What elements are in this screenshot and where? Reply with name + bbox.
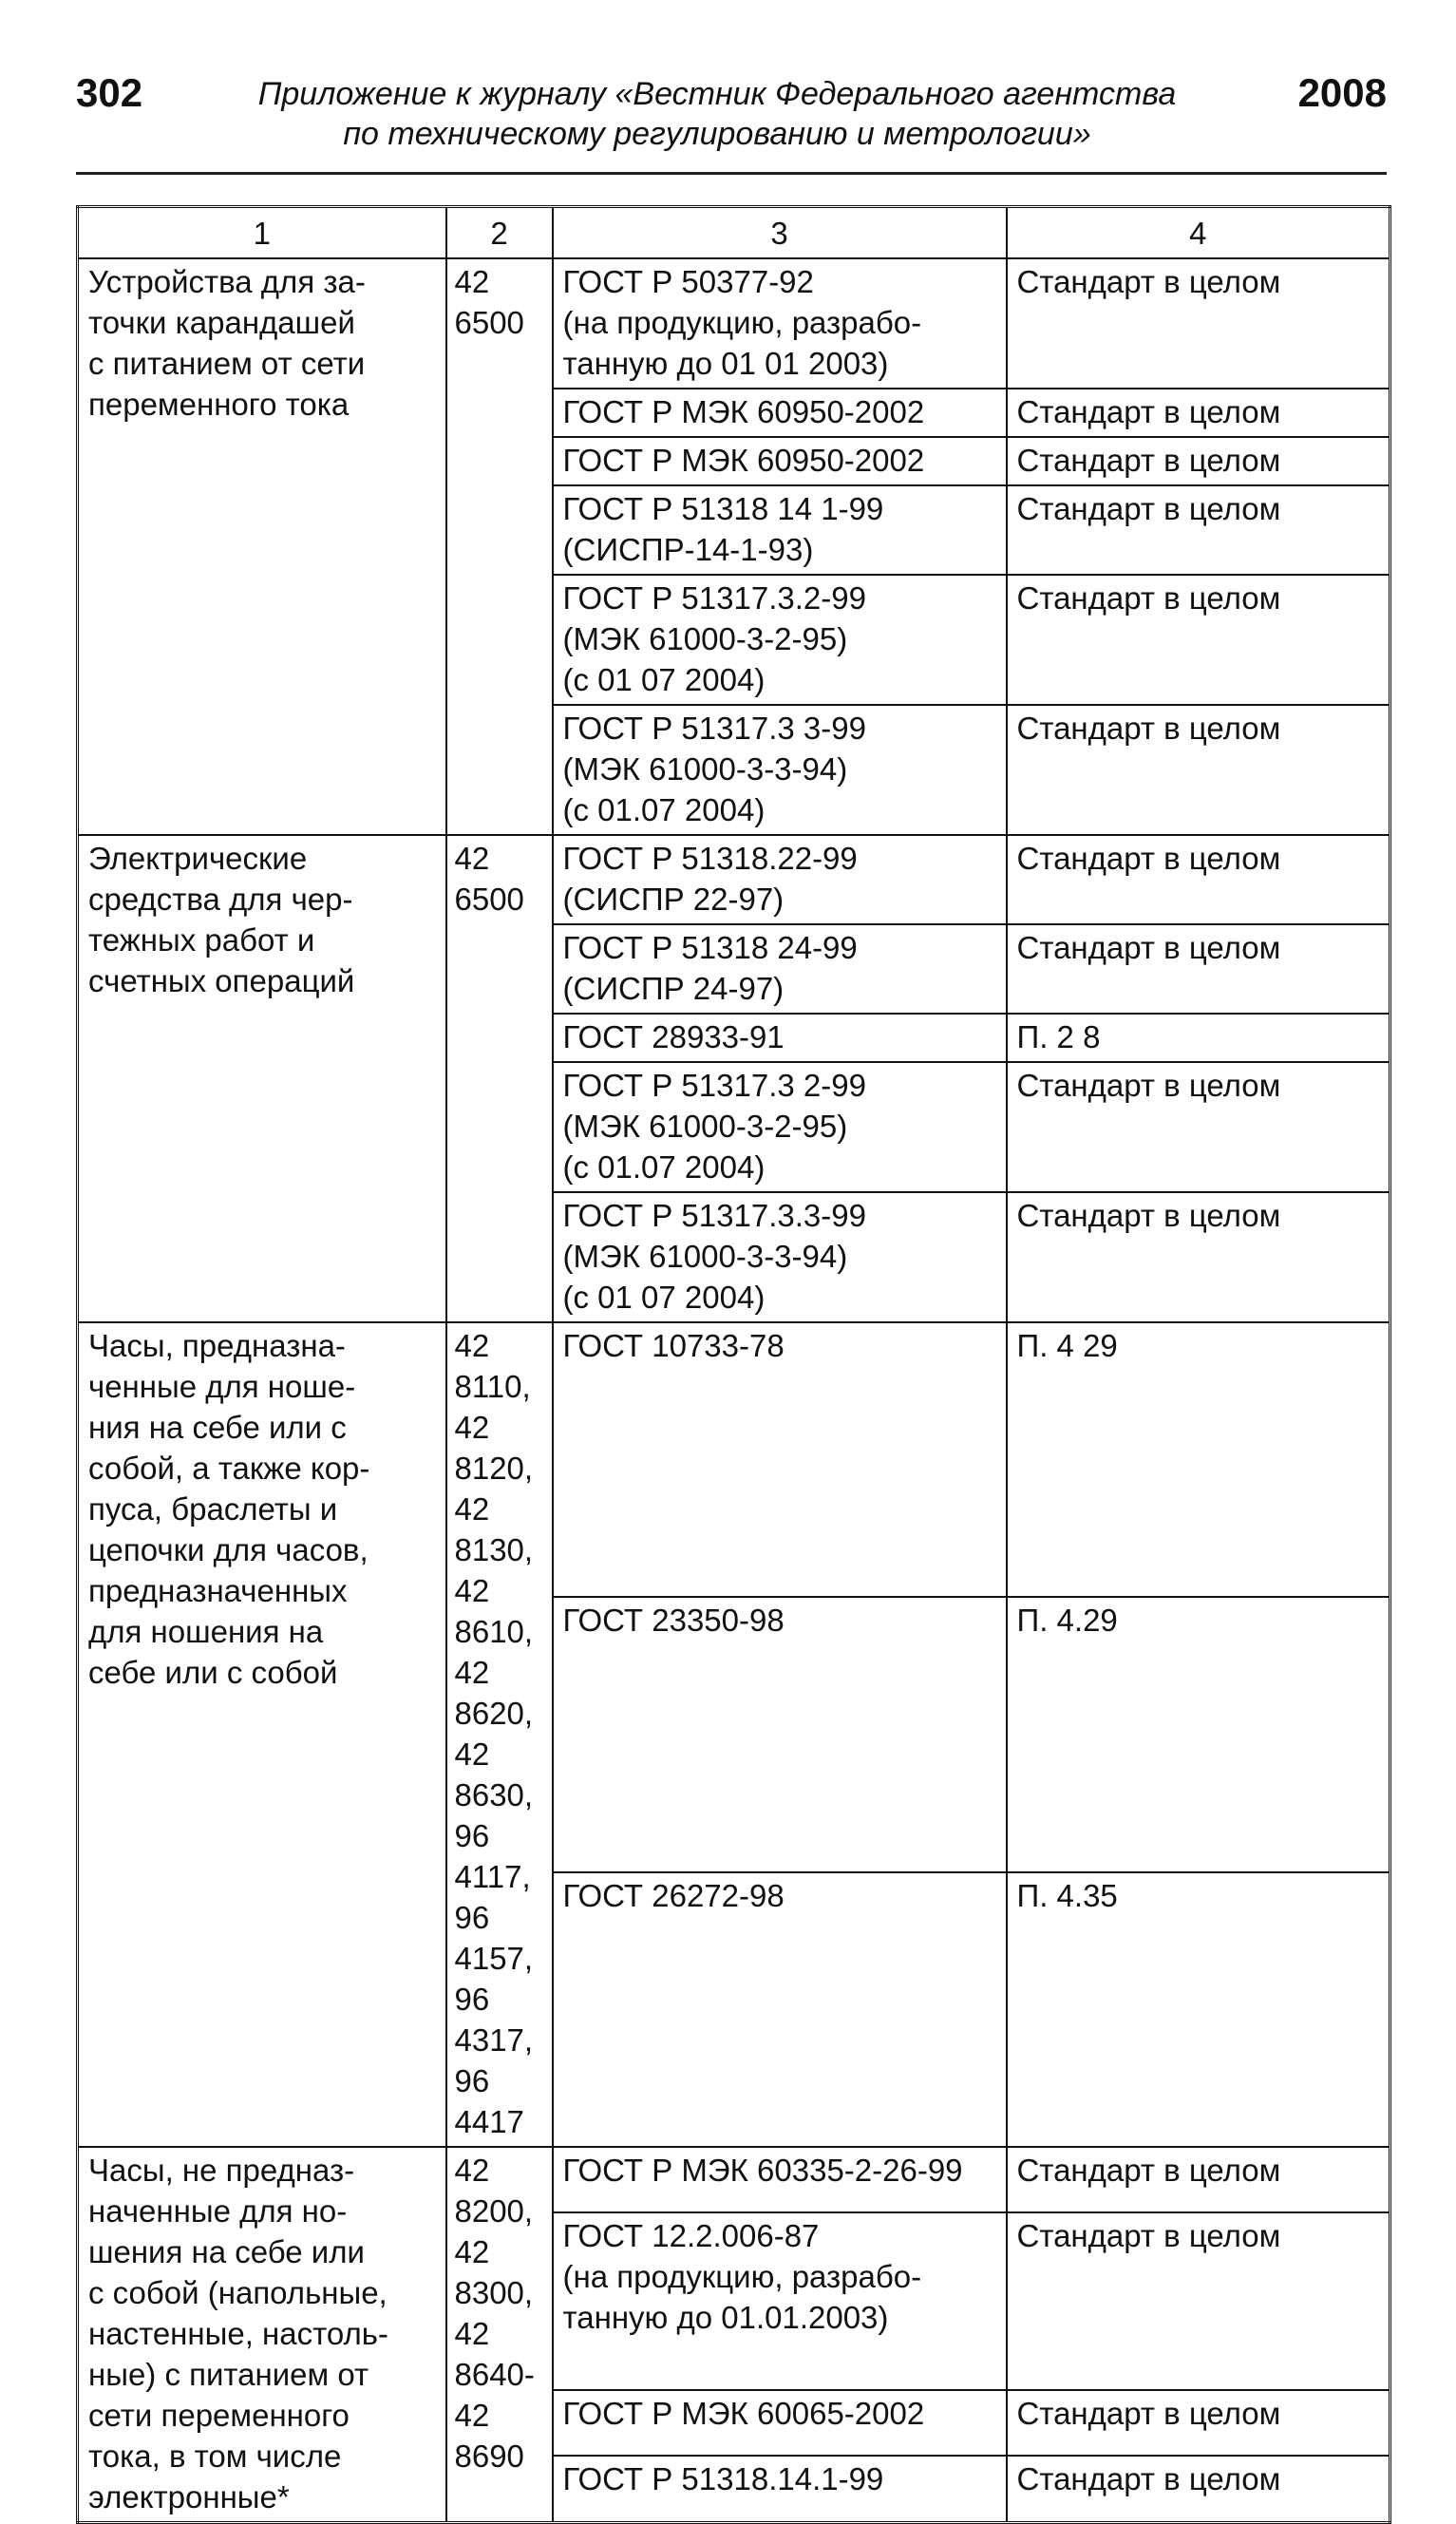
page-header	[76, 66, 1387, 180]
product-name-cell: Часы, предназна- ченные для ноше- ния на себе или с собой, а также кор- пуса, браслеты и цепочки для часов, предназначенных для ношения на себе или с собой	[78, 1322, 446, 2147]
product-code-cell: 42 6500	[446, 258, 553, 835]
scope-cell: Стандарт в целом	[1007, 705, 1390, 835]
scope-cell: Стандарт в целом	[1007, 485, 1390, 575]
table-row	[78, 2147, 1390, 2212]
table-row	[78, 1322, 1390, 1597]
table-row	[78, 258, 1390, 389]
column-number-row	[78, 207, 1390, 259]
table-row	[78, 835, 1390, 924]
standard-cell: ГОСТ 26272-98	[553, 1872, 1007, 2147]
product-name-cell: Электрические средства для чер- тежных работ и счетных операций	[78, 835, 446, 1322]
journal-title	[180, 74, 1254, 154]
standard-cell: ГОСТ Р 51318 14 1-99 (СИСПР-14-1-93)	[553, 485, 1007, 575]
standards-table	[76, 205, 1391, 2524]
scope-cell: Стандарт в целом	[1007, 2147, 1390, 2212]
page-number: 302	[76, 70, 143, 115]
scope-cell: Стандарт в целом	[1007, 835, 1390, 924]
table-body	[78, 258, 1390, 2523]
standard-cell: ГОСТ 12.2.006-87 (на продукцию, разрабо- танную до 01.01.2003)	[553, 2212, 1007, 2390]
publication-year: 2008	[1297, 70, 1387, 115]
standard-cell: ГОСТ Р 51317.3 3-99 (МЭК 61000-3-3-94) (с 01.07 2004)	[553, 705, 1007, 835]
standard-cell: ГОСТ Р 51317.3.3-99 (МЭК 61000-3-3-94) (с 01 07 2004)	[553, 1192, 1007, 1322]
scope-cell: Стандарт в целом	[1007, 2456, 1390, 2522]
product-code-cell: 42 8200, 42 8300, 42 8640- 42 8690	[446, 2147, 553, 2523]
column-header-3: 3	[553, 207, 1007, 259]
standard-cell: ГОСТ Р МЭК 60335-2-26-99	[553, 2147, 1007, 2212]
scope-cell: П. 4.35	[1007, 1872, 1390, 2147]
scope-cell: П. 4 29	[1007, 1322, 1390, 1597]
column-header-1: 1	[78, 207, 446, 259]
standard-cell: ГОСТ Р МЭК 60065-2002	[553, 2390, 1007, 2456]
scope-cell: Стандарт в целом	[1007, 575, 1390, 705]
standard-cell: ГОСТ Р 51318.14.1-99	[553, 2456, 1007, 2522]
column-header-2: 2	[446, 207, 553, 259]
standard-cell: ГОСТ 10733-78	[553, 1322, 1007, 1597]
product-code-cell: 42 8110, 42 8120, 42 8130, 42 8610, 42 8620, 42 8630, 96 4117, 96 4157, 96 4317, 96 4417	[446, 1322, 553, 2147]
standard-cell: ГОСТ Р 51317.3.2-99 (МЭК 61000-3-2-95) (с 01 07 2004)	[553, 575, 1007, 705]
product-code-cell: 42 6500	[446, 835, 553, 1322]
standard-cell: ГОСТ Р 51318 24-99 (СИСПР 24-97)	[553, 924, 1007, 1014]
journal-title-line-2: по техническому регулированию и метрологии»	[343, 116, 1091, 152]
standard-cell: ГОСТ Р 51318.22-99 (СИСПР 22-97)	[553, 835, 1007, 924]
standard-cell: ГОСТ Р МЭК 60950-2002	[553, 389, 1007, 437]
standard-cell: ГОСТ Р 50377-92 (на продукцию, разрабо- танную до 01 01 2003)	[553, 258, 1007, 389]
standard-cell: ГОСТ Р 51317.3 2-99 (МЭК 61000-3-2-95) (с 01.07 2004)	[553, 1062, 1007, 1192]
scope-cell: П. 4.29	[1007, 1597, 1390, 1871]
journal-title-line-1: Приложение к журналу «Вестник Федерального агентства	[257, 76, 1177, 112]
scope-cell: Стандарт в целом	[1007, 2390, 1390, 2456]
scope-cell: Стандарт в целом	[1007, 1062, 1390, 1192]
header-rule	[76, 172, 1387, 175]
standard-cell: ГОСТ 23350-98	[553, 1597, 1007, 1871]
column-header-4: 4	[1007, 207, 1390, 259]
scope-cell: Стандарт в целом	[1007, 924, 1390, 1014]
scope-cell: Стандарт в целом	[1007, 437, 1390, 485]
scope-cell: Стандарт в целом	[1007, 1192, 1390, 1322]
scope-cell: П. 2 8	[1007, 1014, 1390, 1062]
scope-cell: Стандарт в целом	[1007, 2212, 1390, 2390]
scope-cell: Стандарт в целом	[1007, 389, 1390, 437]
standard-cell: ГОСТ 28933-91	[553, 1014, 1007, 1062]
product-name-cell: Устройства для за- точки карандашей с питанием от сети переменного тока	[78, 258, 446, 835]
scope-cell: Стандарт в целом	[1007, 258, 1390, 389]
product-name-cell: Часы, не предназ- наченные для но- шения на себе или с собой (напольные, настенные, настоль- ные) с питанием от сети переменного тока, в том числе электронные*	[78, 2147, 446, 2523]
standard-cell: ГОСТ Р МЭК 60950-2002	[553, 437, 1007, 485]
